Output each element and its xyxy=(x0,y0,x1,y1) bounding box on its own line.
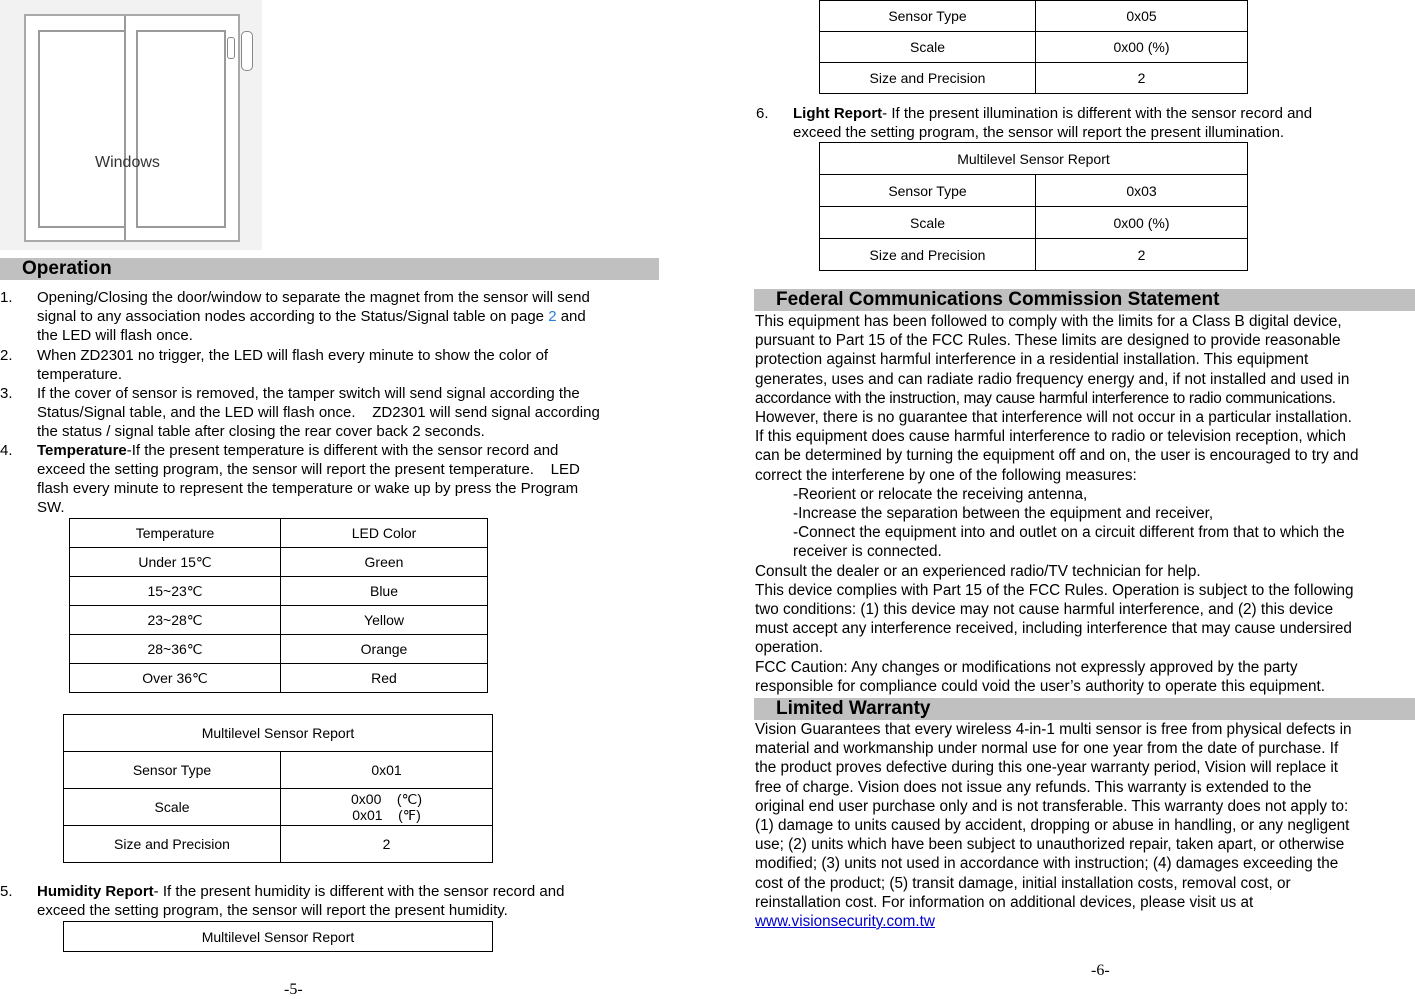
table-title: Multilevel Sensor Report xyxy=(64,715,493,752)
measure-item: receiver is connected. xyxy=(793,543,942,561)
table-cell: Under 15℃ xyxy=(70,548,281,577)
table-title: Multilevel Sensor Report xyxy=(64,922,493,952)
text-line: protection against harmful interference in a residential installation. This equipment xyxy=(755,351,1309,369)
text-line: cost of the product; (5) transit damage, initial installation costs, removal cost, or xyxy=(755,874,1291,892)
table-cell: Size and Precision xyxy=(820,63,1036,94)
text-line: This equipment has been followed to comply with the limits for a Class B digital device, xyxy=(755,313,1342,330)
item-line: exceed the setting program, the sensor will report the present illumination. xyxy=(793,124,1285,141)
table-cell: Size and Precision xyxy=(64,826,281,863)
item-number: 3. xyxy=(0,385,13,402)
table-cell: Scale xyxy=(820,207,1036,239)
table-cell: Sensor Type xyxy=(64,752,281,789)
item-line: exceed the setting program, the sensor will report the present humidity. xyxy=(37,902,508,919)
table-cell: Orange xyxy=(281,635,488,664)
humidity-sensor-report-table-continued xyxy=(819,0,1248,94)
item-line: -If the present temperature is different with the sensor record and xyxy=(126,442,559,459)
item-number: 6. xyxy=(756,105,769,122)
item-line: the LED will flash once. xyxy=(37,327,193,344)
item-number: 2. xyxy=(0,347,13,364)
text-line: correct the interferene by one of the following measures: xyxy=(755,466,1137,484)
operation-item-3 xyxy=(0,384,665,441)
table-cell: 0x00 (%) xyxy=(1036,207,1248,239)
text-line: two conditions: (1) this device may not cause harmful interference, and (2) this device xyxy=(755,601,1334,619)
light-sensor-report-table xyxy=(819,142,1248,271)
measure-item: -Connect the equipment into and outlet on a circuit different from that to which the xyxy=(793,524,1345,542)
text-line: operation. xyxy=(755,639,824,657)
table-cell: Sensor Type xyxy=(820,1,1036,32)
sensor-body-icon xyxy=(241,31,253,71)
text-line: material and workmanship under normal use for one year from the date of purchase. If xyxy=(755,740,1339,758)
table-cell: 15~23℃ xyxy=(70,577,281,606)
item-title: Humidity Report xyxy=(37,883,154,900)
warranty-heading: Limited Warranty xyxy=(754,698,1415,720)
table-cell: Yellow xyxy=(281,606,488,635)
table-cell: Over 36℃ xyxy=(70,664,281,693)
item-title: Light Report xyxy=(793,105,883,122)
table-cell: Size and Precision xyxy=(820,239,1036,271)
window-illustration xyxy=(24,14,240,242)
text-line: generates, uses and can radiate radio frequency energy and, if not installed and used in xyxy=(755,370,1350,388)
table-cell: 0x00 (%) xyxy=(1036,32,1248,63)
table-header: Temperature xyxy=(70,519,281,548)
text-line: FCC Caution: Any changes or modifications not expressly approved by the party xyxy=(755,658,1298,676)
item-number: 5. xyxy=(0,883,13,900)
text-line: This device complies with Part 15 of the FCC Rules. Operation is subject to the following xyxy=(755,581,1354,599)
table-cell: 2 xyxy=(1036,239,1248,271)
text-line: must accept any interference received, including interference that may cause undersired xyxy=(755,620,1352,638)
table-cell: 0x01 xyxy=(281,752,493,789)
item-line: - If the present humidity is different with the sensor record and xyxy=(153,883,565,900)
humidity-sensor-report-table xyxy=(63,921,493,952)
sensor-magnet-icon xyxy=(227,37,235,59)
item-line: Status/Signal table, and the LED will flash once. ZD2301 will send signal according xyxy=(37,404,600,421)
text-line: responsible for compliance could void the user’s authority to operate this equipment. xyxy=(755,677,1325,695)
item-line: Opening/Closing the door/window to separate the magnet from the sensor will send xyxy=(37,289,590,306)
fcc-statement xyxy=(755,312,1415,696)
item-line: exceed the setting program, the sensor will report the present temperature. LED xyxy=(37,461,580,478)
operation-item-2 xyxy=(0,346,660,384)
page-number-right: -6- xyxy=(1091,962,1110,979)
text-line: can be determined by turning the equipment off and on, the user is encouraged to try and xyxy=(755,447,1359,465)
text-line: reinstallation cost. For information on additional devices, please visit us at xyxy=(755,893,1254,911)
operation-item-1 xyxy=(0,288,660,345)
text-line: modified; (3) units not used in accordance with instruction; (4) damages exceeding the xyxy=(755,855,1339,873)
table-cell: 0x05 xyxy=(1036,1,1248,32)
table-cell: Scale xyxy=(64,789,281,826)
page-reference-link[interactable]: 2 xyxy=(548,308,557,325)
temperature-led-table xyxy=(69,518,488,693)
text-line: use; (2) units which have been subject to unauthorized repair, taken apart, or otherwise xyxy=(755,836,1345,854)
item-title: Temperature xyxy=(37,442,127,459)
table-cell: 23~28℃ xyxy=(70,606,281,635)
table-cell: 0x00 (℃) xyxy=(351,791,422,807)
table-cell: Red xyxy=(281,664,488,693)
item-line: flash every minute to represent the temperature or wake up by press the Program xyxy=(37,480,579,497)
table-cell: Scale xyxy=(820,32,1036,63)
window-pane-left xyxy=(38,30,126,228)
text-line: Vision Guarantees that every wireless 4-in-1 multi sensor is free from physical defects in xyxy=(755,721,1352,738)
table-header: LED Color xyxy=(281,519,488,548)
text-line: accordance with the instruction, may cause harmful interference to radio communications. xyxy=(755,389,1336,407)
table-title: Multilevel Sensor Report xyxy=(820,143,1248,175)
text-line: (1) damage to units caused by accident, dropping or abuse in handling, or any negligent xyxy=(755,817,1350,835)
measure-item: -Reorient or relocate the receiving antenna, xyxy=(793,485,1088,503)
table-cell: Green xyxy=(281,548,488,577)
table-cell: 0x03 xyxy=(1036,175,1248,207)
table-cell: Sensor Type xyxy=(820,175,1036,207)
table-cell: 28~36℃ xyxy=(70,635,281,664)
text-line: Consult the dealer or an experienced radio/TV technician for help. xyxy=(755,562,1201,580)
window-divider xyxy=(124,16,126,240)
text-line: the product proves defective during this one-year warranty period, Vision will replace it xyxy=(755,759,1338,777)
measure-item: -Increase the separation between the equipment and receiver, xyxy=(793,505,1214,523)
operation-heading: Operation xyxy=(0,258,659,280)
item-line: the status / signal table after closing the rear cover back 2 seconds. xyxy=(37,423,485,440)
item-line: SW. xyxy=(37,499,65,516)
item-number: 1. xyxy=(0,289,13,306)
item-line: temperature. xyxy=(37,366,123,383)
text-line: However, there is no guarantee that interference will not occur in a particular installation. xyxy=(755,409,1352,427)
temperature-sensor-report-table xyxy=(63,714,493,863)
website-link[interactable]: www.visionsecurity.com.tw xyxy=(755,913,935,931)
warranty-text xyxy=(755,720,1415,931)
light-report-item xyxy=(756,104,1406,142)
page-number-left: -5- xyxy=(284,981,303,998)
text-line: free of charge. Vision does not issue any refunds. This warranty is extended to the xyxy=(755,778,1312,796)
item-line: signal to any association nodes according to the Status/Signal table on page xyxy=(37,308,549,325)
table-cell: 0x01 (℉) xyxy=(352,807,421,823)
text-line: pursuant to Part 15 of the FCC Rules. These limits are designed to provide reasonable xyxy=(755,332,1341,350)
figure-label: Windows xyxy=(95,154,160,171)
item-line: - If the present illumination is different with the sensor record and xyxy=(882,105,1313,122)
item-line: If the cover of sensor is removed, the tamper switch will send signal according the xyxy=(37,385,580,402)
window-pane-right xyxy=(136,30,226,228)
item-number: 4. xyxy=(0,442,13,459)
item-line: and xyxy=(556,308,586,325)
table-cell: 2 xyxy=(281,826,493,863)
item-line: When ZD2301 no trigger, the LED will flash every minute to show the color of xyxy=(37,347,549,364)
fcc-heading: Federal Communications Commission Statement xyxy=(754,289,1415,311)
text-line: original end user purchase only and is not transferable. This warranty does not apply to: xyxy=(755,797,1349,815)
operation-item-4 xyxy=(0,441,660,517)
table-cell: Blue xyxy=(281,577,488,606)
text-line: If this equipment does cause harmful interference to radio or television reception, which xyxy=(755,428,1346,446)
table-cell: 2 xyxy=(1036,63,1248,94)
operation-item-5 xyxy=(0,882,660,920)
